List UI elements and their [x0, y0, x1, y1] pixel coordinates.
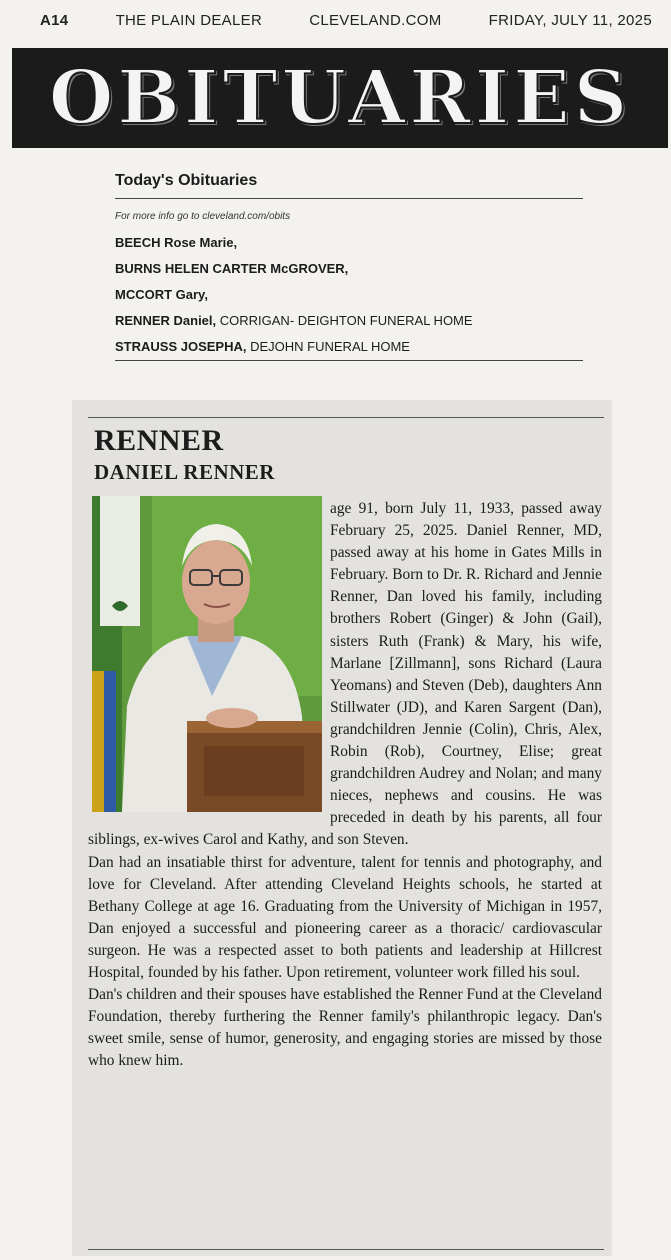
obituary-surname: RENNER: [94, 424, 224, 457]
issue-date: FRIDAY, JULY 11, 2025: [488, 12, 652, 29]
masthead: [40, 12, 652, 29]
deceased-name: BURNS HELEN CARTER McGROVER,: [115, 261, 349, 276]
page-number: A14: [40, 12, 69, 29]
top-rule: [88, 417, 604, 418]
obituary-index-item: [115, 256, 583, 282]
obituary-paragraph: Dan's children and their spouses have established the Renner Fund at the Cleveland Foundation, thereby furthering the Renner family's philanthropic legacy. Dan's sweet smile, sense of humor, generosity, and engaging stories are missed by those who knew him.: [88, 986, 602, 1070]
more-info-note: For more info go to cleveland.com/obits: [115, 211, 291, 222]
todays-obituaries-box: [115, 162, 583, 361]
obituary-index: [115, 230, 583, 361]
portrait-illustration: [92, 496, 322, 812]
banner-title: OBITUARIES: [48, 55, 632, 141]
deceased-name: RENNER Daniel,: [115, 313, 217, 328]
paper-name: THE PLAIN DEALER: [115, 12, 263, 29]
obituary-index-item: [115, 308, 583, 334]
obituary-index-item: [115, 282, 583, 308]
deceased-name: MCCORT Gary,: [115, 287, 208, 302]
obituary-index-item: [115, 230, 583, 256]
obituaries-banner: [12, 48, 668, 148]
funeral-home: DEJOHN FUNERAL HOME: [250, 339, 410, 354]
deceased-name: BEECH Rose Marie,: [115, 235, 238, 250]
deceased-name: STRAUSS JOSEPHA,: [115, 339, 247, 354]
todays-obituaries-heading: Today's Obituaries: [115, 162, 583, 199]
obituary-index-item: [115, 334, 583, 360]
bottom-rule: [88, 1249, 604, 1250]
obituary-notice: [72, 400, 612, 1256]
portrait-photo: [92, 496, 322, 812]
obituary-paragraph: Dan had an insatiable thirst for adventure, talent for tennis and photography, and love for Cleveland. After attending Cleveland Heights schools, he started at Bethany College at age 16. Graduating from the University of Michigan in 1957, Dan enjoyed a successful and pioneering career as a thoracic/ cardiovascular surgeon. He was a respected asset to both patients and leadership at Hillcrest Hospital, founded by his father. Upon retirement, volunteer work filled his soul.: [88, 853, 602, 981]
obituary-full-name: DANIEL RENNER: [94, 460, 275, 484]
funeral-home: CORRIGAN- DEIGHTON FUNERAL HOME: [219, 313, 473, 328]
site-name: CLEVELAND.COM: [309, 12, 442, 29]
obituary-paragraph: age 91, born July 11, 1933, passed away February 25, 2025. Daniel Renner, MD, passed away at his home in Gates Mills in February. Born to Dr. R. Richard and Jennie Renner, Dan loved his family, including brothers Robert (Ginger) & John (Gail), sisters Ruth (Frank) & Mary, his wife, Marlane [Zillmann], sons Richard (Laura Yeomans) and Steven (Deb), daughters Ann Stillwater (JD), and Karen Sargent (Dan), grandchildren Jennie (Colin), Chris, Alex, Robin (Rob), Courtney, Elise; great grandchildren Audrey and Nolan; and many nieces, nephews and cousins. He was preceded in death by his parents, all four siblings, ex-wives Carol and Kathy, and son Steven.: [88, 500, 602, 849]
